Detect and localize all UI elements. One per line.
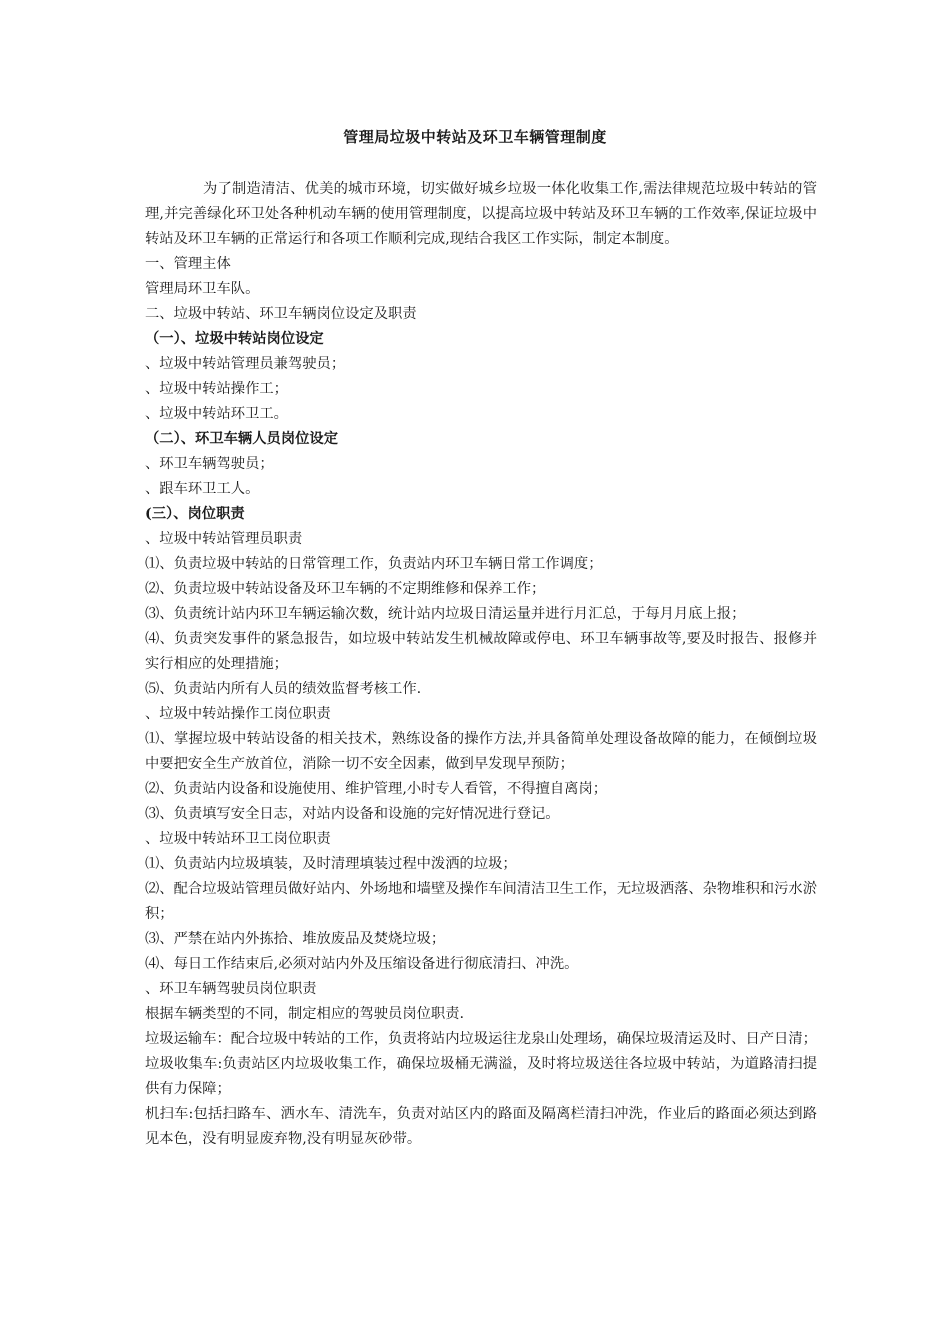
document-title: 管理局垃圾中转站及环卫车辆管理制度 [343, 128, 607, 146]
list-item: 、垃圾中转站管理员兼驾驶员； [145, 356, 346, 372]
list-item: ⑶、严禁在站内外拣拾、堆放废品及焚烧垃圾； [145, 931, 446, 947]
list-item: ⑷、每日工作结束后,必须对站内外及压缩设备进行彻底清扫、冲洗。 [145, 956, 579, 972]
list-item: ⑵、负责站内设备和设施使用、维护管理,小时专人看管，不得擅自离岗； [145, 781, 608, 797]
duty-heading: 、垃圾中转站操作工岗位职责 [145, 706, 331, 722]
duty-heading: 、环卫车辆驾驶员岗位职责 [145, 981, 317, 997]
list-item: ⑵、配合垃圾站管理员做好站内、外场地和墙壁及操作车间清洁卫生工作，无垃圾洒落、杂物堆积和污水淤积； [145, 881, 817, 922]
list-item: ⑴、掌握垃圾中转站设备的相关技术，熟练设备的操作方法,并具备简单处理设备故障的能力，在倾倒垃圾中要把安全生产放首位，消除一切不安全因素，做到早发现早预防； [145, 731, 817, 772]
subsection-heading: （二）、环卫车辆人员岗位设定 [145, 431, 339, 447]
list-item: 、跟车环卫工人。 [145, 481, 260, 497]
list-item: ⑶、负责统计站内环卫车辆运输次数，统计站内垃圾日清运量并进行月汇总，于每月月底上报； [145, 606, 746, 622]
vehicle-duty: 垃圾运输车：配合垃圾中转站的工作，负责将站内垃圾运往龙泉山处理场，确保垃圾清运及时、日产日清； [145, 1031, 817, 1047]
document-body [145, 177, 817, 1152]
list-item: ⑶、负责填写安全日志，对站内设备和设施的完好情况进行登记。 [145, 806, 560, 822]
list-item: 、垃圾中转站环卫工。 [145, 406, 288, 422]
vehicle-duty: 垃圾收集车:负责站区内垃圾收集工作，确保垃圾桶无满溢，及时将垃圾送往各垃圾中转站，为道路清扫提供有力保障； [145, 1056, 817, 1097]
subsection-heading: (三）、岗位职责 [145, 506, 245, 522]
section-heading: 一、管理主体 [145, 256, 231, 272]
body-line: 管理局环卫车队。 [145, 281, 260, 297]
list-item: ⑸、负责站内所有人员的绩效监督考核工作. [145, 681, 422, 697]
list-item: ⑵、负责垃圾中转站设备及环卫车辆的不定期维修和保养工作； [145, 581, 546, 597]
vehicle-duty: 机扫车:包括扫路车、洒水车、清洗车，负责对站区内的路面及隔离栏清扫冲洗，作业后的路面必须达到路见本色，没有明显废弃物,没有明显灰砂带。 [145, 1106, 817, 1147]
list-item: ⑴、负责站内垃圾填装，及时清理填装过程中泼洒的垃圾； [145, 856, 517, 872]
list-item: 、环卫车辆驾驶员； [145, 456, 274, 472]
body-line: 根据车辆类型的不同，制定相应的驾驶员岗位职责. [145, 1006, 465, 1022]
list-item: ⑷、负责突发事件的紧急报告，如垃圾中转站发生机械故障或停电、环卫车辆事故等,要及时报告、报修并实行相应的处理措施； [145, 631, 817, 672]
list-item: ⑴、负责垃圾中转站的日常管理工作，负责站内环卫车辆日常工作调度； [145, 556, 603, 572]
duty-heading: 、垃圾中转站环卫工岗位职责 [145, 831, 331, 847]
list-item: 、垃圾中转站操作工； [145, 381, 288, 397]
duty-heading: 、垃圾中转站管理员职责 [145, 531, 303, 547]
subsection-heading: （一）、垃圾中转站岗位设定 [145, 331, 324, 347]
intro-paragraph: 为了制造清洁、优美的城市环境，切实做好城乡垃圾一体化收集工作,需法律规范垃圾中转站的管理,并完善绿化环卫处各种机动车辆的使用管理制度，以提高垃圾中转站及环卫车辆的工作效率,保证垃圾中转站及环卫车辆的正常运行和各项工作顺利完成,现结合我区工作实际，制定本制度。 [145, 181, 817, 247]
section-heading: 二、垃圾中转站、环卫车辆岗位设定及职责 [145, 306, 417, 322]
